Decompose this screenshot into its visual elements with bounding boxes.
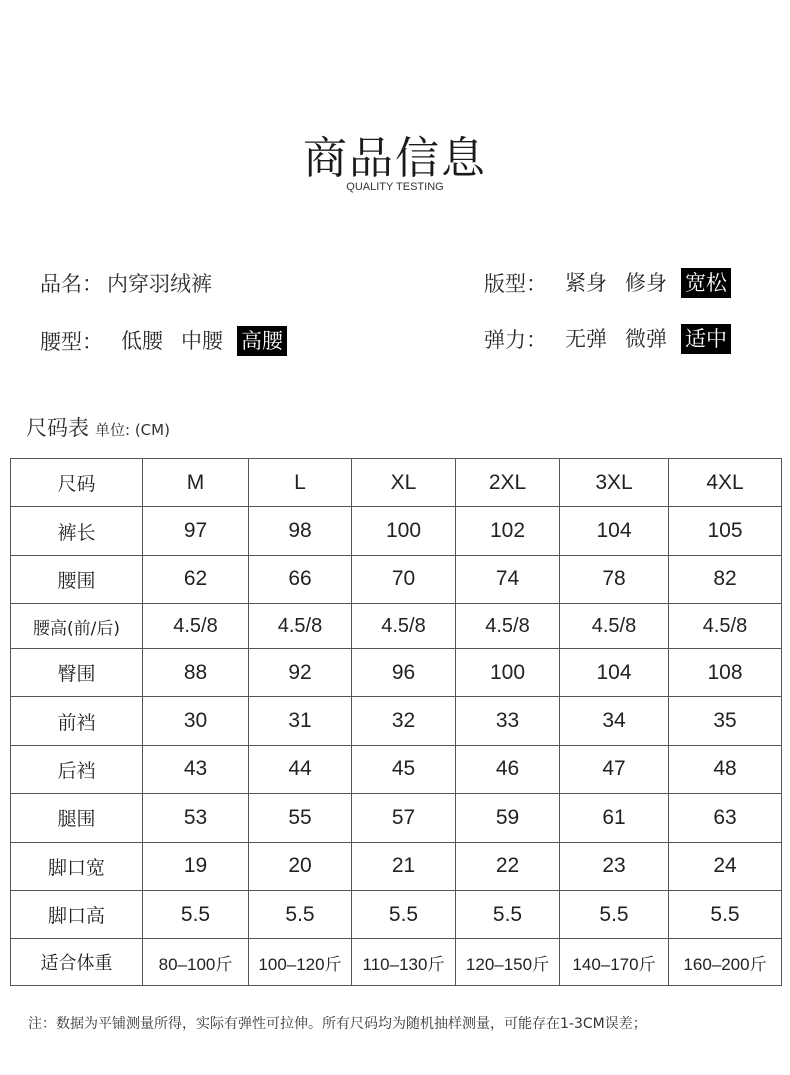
attr-elastic-label: 弹力： bbox=[484, 328, 547, 352]
table-cell: 5.5 bbox=[669, 890, 782, 938]
table-cell: 5.5 bbox=[143, 890, 249, 938]
size-table bbox=[10, 458, 782, 986]
attr-waist bbox=[40, 326, 287, 356]
table-cell: 160–200斤 bbox=[669, 939, 782, 986]
table-cell: 45 bbox=[352, 745, 456, 793]
attr-waist-option: 中腰 bbox=[181, 329, 223, 353]
table-cell: 100 bbox=[352, 507, 456, 555]
attr-fit-option: 紧身 bbox=[565, 271, 607, 295]
table-cell: 62 bbox=[143, 555, 249, 603]
table-row bbox=[11, 939, 782, 986]
table-cell: 74 bbox=[456, 555, 560, 603]
table-cell: 4.5/8 bbox=[669, 604, 782, 649]
table-cell: 32 bbox=[352, 697, 456, 745]
table-cell: 47 bbox=[560, 745, 669, 793]
table-cell: 24 bbox=[669, 842, 782, 890]
attr-elastic-option: 无弹 bbox=[565, 327, 607, 351]
table-cell: 30 bbox=[143, 697, 249, 745]
page-subtitle: QUALITY TESTING bbox=[346, 181, 444, 193]
size-chart-heading bbox=[26, 412, 170, 442]
table-row bbox=[11, 604, 782, 649]
table-row bbox=[11, 745, 782, 793]
table-cell: 5.5 bbox=[352, 890, 456, 938]
table-cell: 59 bbox=[456, 794, 560, 842]
attr-product-name-label: 品名： bbox=[40, 272, 103, 296]
table-cell: 80–100斤 bbox=[143, 939, 249, 986]
table-cell: 100–120斤 bbox=[249, 939, 352, 986]
table-cell: 61 bbox=[560, 794, 669, 842]
table-cell: 5.5 bbox=[249, 890, 352, 938]
table-cell: 82 bbox=[669, 555, 782, 603]
table-cell: 34 bbox=[560, 697, 669, 745]
row-header-cell: 腿围 bbox=[11, 794, 143, 842]
table-cell: 96 bbox=[352, 649, 456, 697]
table-cell: 44 bbox=[249, 745, 352, 793]
table-cell: 110–130斤 bbox=[352, 939, 456, 986]
size-header-cell: 3XL bbox=[560, 459, 669, 507]
table-cell: 57 bbox=[352, 794, 456, 842]
table-cell: 55 bbox=[249, 794, 352, 842]
table-cell: 104 bbox=[560, 507, 669, 555]
attr-fit-label: 版型： bbox=[484, 272, 547, 296]
table-cell: 19 bbox=[143, 842, 249, 890]
row-header-cell: 脚口高 bbox=[11, 890, 143, 938]
table-cell: 4.5/8 bbox=[143, 604, 249, 649]
row-header-cell: 裤长 bbox=[11, 507, 143, 555]
table-cell: 92 bbox=[249, 649, 352, 697]
attr-fit-option: 宽松 bbox=[681, 268, 731, 298]
table-cell: 23 bbox=[560, 842, 669, 890]
attr-waist-option: 高腰 bbox=[237, 326, 287, 356]
measurement-note: 注：数据为平铺测量所得，实际有弹性可拉伸。所有尺码均为随机抽样测量，可能存在1-3CM误差； bbox=[28, 1016, 647, 1032]
table-header-row bbox=[11, 459, 782, 507]
table-cell: 108 bbox=[669, 649, 782, 697]
attr-waist-option: 低腰 bbox=[121, 329, 163, 353]
attr-elastic-option: 微弹 bbox=[625, 327, 667, 351]
row-header-cell: 后裆 bbox=[11, 745, 143, 793]
size-header-cell: M bbox=[143, 459, 249, 507]
attr-product-name bbox=[40, 268, 212, 298]
size-chart-title: 尺码表 bbox=[26, 416, 89, 440]
table-row bbox=[11, 890, 782, 938]
table-cell: 100 bbox=[456, 649, 560, 697]
table-cell: 104 bbox=[560, 649, 669, 697]
size-header-cell: 4XL bbox=[669, 459, 782, 507]
table-row bbox=[11, 842, 782, 890]
table-cell: 46 bbox=[456, 745, 560, 793]
table-cell: 97 bbox=[143, 507, 249, 555]
row-header-cell: 臀围 bbox=[11, 649, 143, 697]
table-cell: 140–170斤 bbox=[560, 939, 669, 986]
table-cell: 53 bbox=[143, 794, 249, 842]
table-cell: 4.5/8 bbox=[560, 604, 669, 649]
table-cell: 33 bbox=[456, 697, 560, 745]
table-cell: 4.5/8 bbox=[352, 604, 456, 649]
table-cell: 20 bbox=[249, 842, 352, 890]
table-row bbox=[11, 697, 782, 745]
size-chart-unit: 单位: (CM) bbox=[95, 421, 170, 439]
table-cell: 98 bbox=[249, 507, 352, 555]
table-cell: 66 bbox=[249, 555, 352, 603]
table-cell: 21 bbox=[352, 842, 456, 890]
table-cell: 31 bbox=[249, 697, 352, 745]
attr-product-name-value: 内穿羽绒裤 bbox=[107, 272, 212, 296]
table-row bbox=[11, 555, 782, 603]
table-row bbox=[11, 649, 782, 697]
attr-waist-label: 腰型： bbox=[40, 330, 103, 354]
table-cell: 5.5 bbox=[560, 890, 669, 938]
attr-fit-option: 修身 bbox=[625, 271, 667, 295]
table-cell: 78 bbox=[560, 555, 669, 603]
table-cell: 105 bbox=[669, 507, 782, 555]
attr-fit bbox=[484, 268, 731, 298]
table-cell: 120–150斤 bbox=[456, 939, 560, 986]
table-cell: 48 bbox=[669, 745, 782, 793]
table-cell: 70 bbox=[352, 555, 456, 603]
attr-elastic bbox=[484, 324, 731, 354]
row-header-cell: 腰高(前/后) bbox=[11, 604, 143, 649]
attr-elastic-option: 适中 bbox=[681, 324, 731, 354]
size-header-cell: 2XL bbox=[456, 459, 560, 507]
table-cell: 4.5/8 bbox=[249, 604, 352, 649]
size-header-cell: L bbox=[249, 459, 352, 507]
table-cell: 63 bbox=[669, 794, 782, 842]
row-header-cell: 脚口宽 bbox=[11, 842, 143, 890]
row-header-cell: 腰围 bbox=[11, 555, 143, 603]
table-cell: 4.5/8 bbox=[456, 604, 560, 649]
row-header-cell: 前裆 bbox=[11, 697, 143, 745]
table-cell: 43 bbox=[143, 745, 249, 793]
row-header-cell: 尺码 bbox=[11, 459, 143, 507]
table-row bbox=[11, 507, 782, 555]
table-cell: 102 bbox=[456, 507, 560, 555]
row-header-cell: 适合体重 bbox=[11, 939, 143, 986]
table-cell: 88 bbox=[143, 649, 249, 697]
table-cell: 5.5 bbox=[456, 890, 560, 938]
size-header-cell: XL bbox=[352, 459, 456, 507]
table-row bbox=[11, 794, 782, 842]
table-cell: 35 bbox=[669, 697, 782, 745]
table-cell: 22 bbox=[456, 842, 560, 890]
page-title: 商品信息 bbox=[303, 133, 487, 184]
